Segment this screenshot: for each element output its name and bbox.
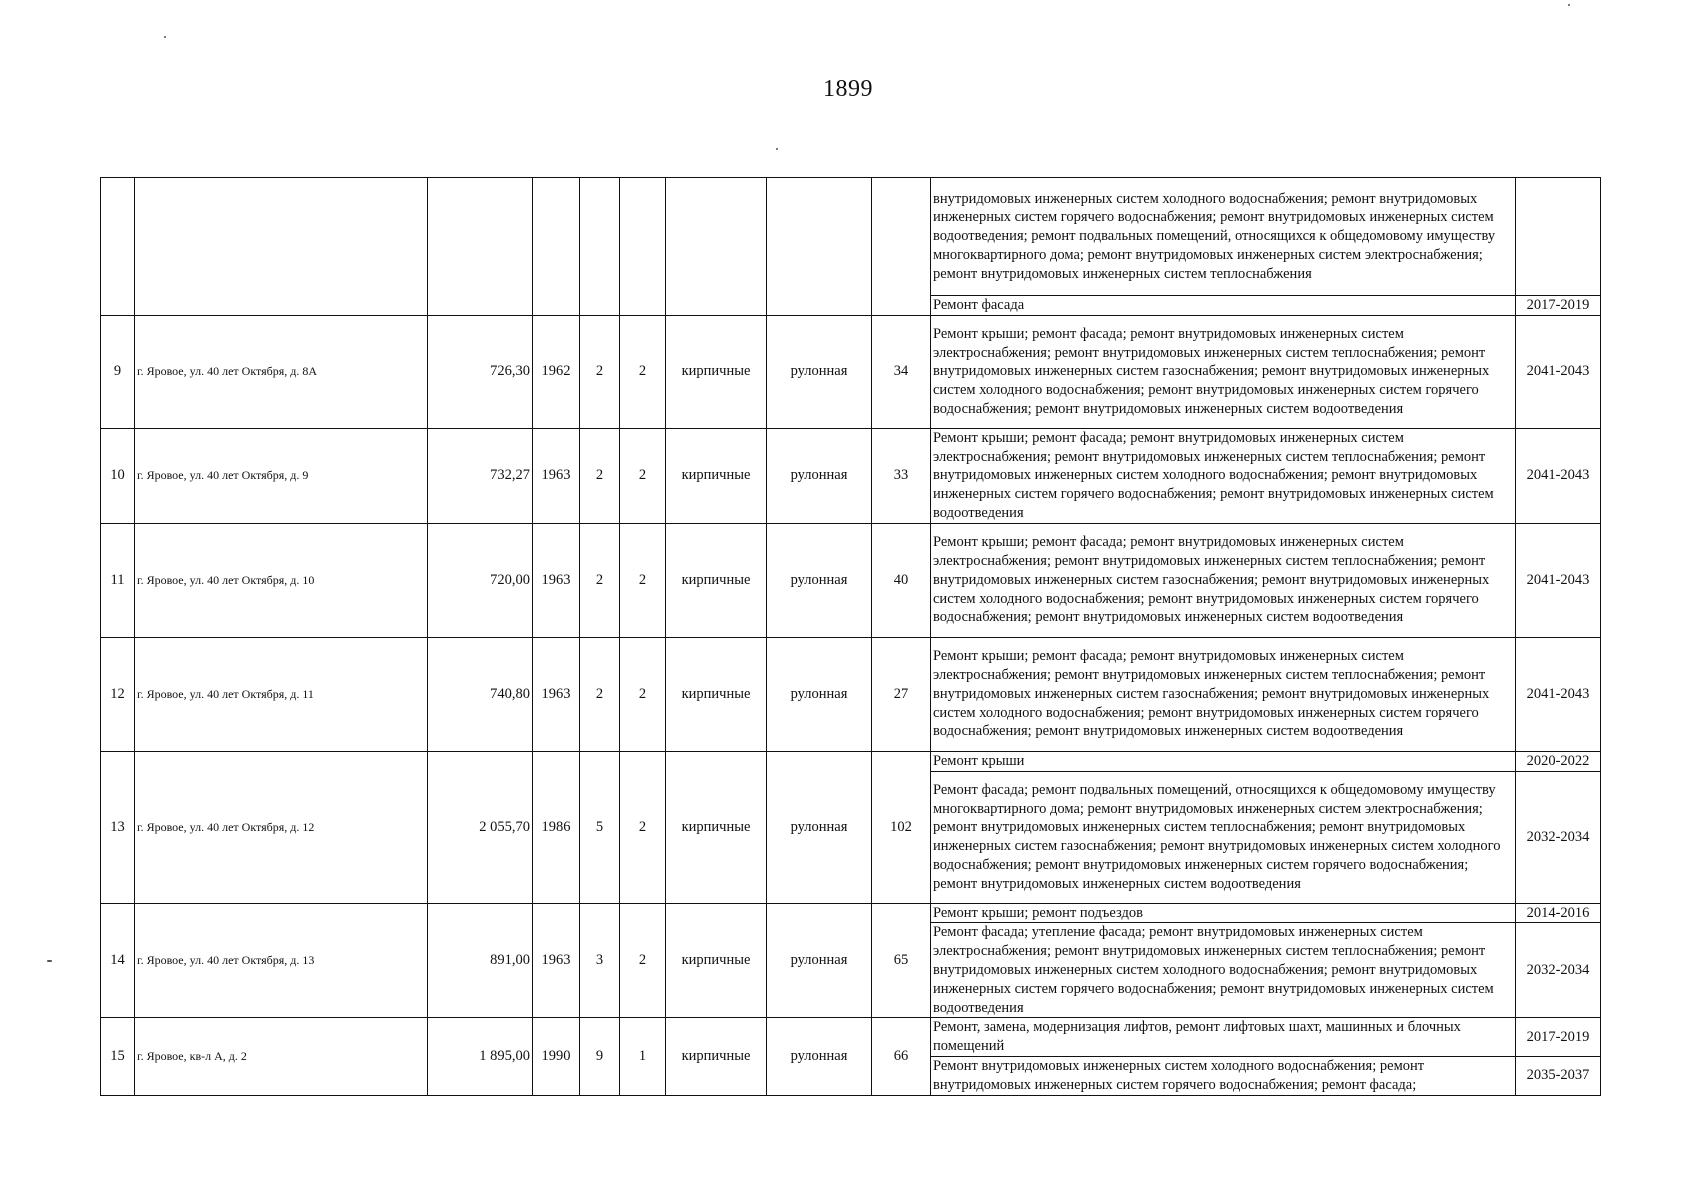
- walls-cell: кирпичные: [666, 751, 767, 903]
- residents-cell: 65: [872, 903, 931, 1018]
- period-cell: 2041-2043: [1516, 315, 1601, 428]
- residents-cell: 40: [872, 523, 931, 637]
- period-cell: 2041-2043: [1516, 637, 1601, 751]
- page-number: 1899: [823, 76, 873, 102]
- residents-cell: [872, 178, 931, 316]
- year-cell: 1963: [533, 637, 580, 751]
- works-cell: Ремонт крыши; ремонт фасада; ремонт внутридомовых инженерных систем электроснабжения; ремонт внутридомовых инженерных систем теплоснабжения; ремонт внутридомовых инженерных систем газоснабжения; ремонт внутридомовых инженерных систем холодного водоснабжения; ремонт внутридомовых инженерных систем горячего водоснабжения; ремонт внутридомовых инженерных систем водоотведения: [931, 523, 1516, 637]
- period-cell: 2017-2019: [1516, 296, 1601, 316]
- entrances-cell: 2: [620, 523, 666, 637]
- area-cell: 726,30: [428, 315, 533, 428]
- scan-speck: [164, 36, 166, 38]
- address-cell: г. Яровое, ул. 40 лет Октября, д. 12: [135, 751, 428, 903]
- address-cell: г. Яровое, кв-л А, д. 2: [135, 1018, 428, 1095]
- residents-cell: 27: [872, 637, 931, 751]
- residents-cell: 33: [872, 428, 931, 523]
- roof-cell: рулонная: [767, 523, 872, 637]
- entrances-cell: 2: [620, 751, 666, 903]
- address-cell: [135, 178, 428, 316]
- period-cell: 2014-2016: [1516, 903, 1601, 923]
- works-cell: Ремонт фасада: [931, 296, 1516, 316]
- walls-cell: кирпичные: [666, 315, 767, 428]
- table-row: [101, 637, 1601, 751]
- roof-cell: рулонная: [767, 428, 872, 523]
- floors-cell: 9: [580, 1018, 620, 1095]
- works-cell: Ремонт внутридомовых инженерных систем холодного водоснабжения; ремонт внутридомовых инженерных систем горячего водоснабжения; ремонт фасада;: [931, 1056, 1516, 1095]
- row-number-cell: 9: [101, 315, 135, 428]
- floors-cell: 2: [580, 315, 620, 428]
- residents-cell: 66: [872, 1018, 931, 1095]
- period-cell: 2035-2037: [1516, 1056, 1601, 1095]
- entrances-cell: [620, 178, 666, 316]
- walls-cell: кирпичные: [666, 903, 767, 1018]
- area-cell: 740,80: [428, 637, 533, 751]
- floors-cell: [580, 178, 620, 316]
- year-cell: 1962: [533, 315, 580, 428]
- address-cell: г. Яровое, ул. 40 лет Октября, д. 13: [135, 903, 428, 1018]
- roof-cell: рулонная: [767, 1018, 872, 1095]
- repair-program-table: [100, 177, 1601, 1096]
- entrances-cell: 2: [620, 428, 666, 523]
- year-cell: 1986: [533, 751, 580, 903]
- year-cell: 1963: [533, 523, 580, 637]
- period-cell: 2017-2019: [1516, 1018, 1601, 1057]
- floors-cell: 2: [580, 428, 620, 523]
- walls-cell: кирпичные: [666, 637, 767, 751]
- residents-cell: 102: [872, 751, 931, 903]
- period-cell: [1516, 178, 1601, 296]
- entrances-cell: 1: [620, 1018, 666, 1095]
- address-cell: г. Яровое, ул. 40 лет Октября, д. 8А: [135, 315, 428, 428]
- floors-cell: 2: [580, 523, 620, 637]
- walls-cell: кирпичные: [666, 523, 767, 637]
- table-row: [101, 178, 1601, 296]
- period-cell: 2032-2034: [1516, 771, 1601, 903]
- scan-speck: [1568, 4, 1570, 6]
- walls-cell: кирпичные: [666, 428, 767, 523]
- period-cell: 2041-2043: [1516, 523, 1601, 637]
- year-cell: [533, 178, 580, 316]
- area-cell: [428, 178, 533, 316]
- works-cell: Ремонт фасада; утепление фасада; ремонт внутридомовых инженерных систем электроснабжения; ремонт внутридомовых инженерных систем теплоснабжения; ремонт внутридомовых инженерных систем холодного водоснабжения; ремонт внутридомовых инженерных систем горячего водоснабжения; ремонт внутридомовых инженерных систем водоотведения: [931, 923, 1516, 1018]
- roof-cell: [767, 178, 872, 316]
- works-cell: Ремонт крыши; ремонт фасада; ремонт внутридомовых инженерных систем электроснабжения; ремонт внутридомовых инженерных систем теплоснабжения; ремонт внутридомовых инженерных систем газоснабжения; ремонт внутридомовых инженерных систем холодного водоснабжения; ремонт внутридомовых инженерных систем горячего водоснабжения; ремонт внутридомовых инженерных систем водоотведения: [931, 637, 1516, 751]
- year-cell: 1990: [533, 1018, 580, 1095]
- floors-cell: 5: [580, 751, 620, 903]
- floors-cell: 3: [580, 903, 620, 1018]
- address-cell: г. Яровое, ул. 40 лет Октября, д. 9: [135, 428, 428, 523]
- area-cell: 720,00: [428, 523, 533, 637]
- table-row: [101, 903, 1601, 923]
- works-cell: Ремонт фасада; ремонт подвальных помещений, относящихся к общедомовому имуществу многоквартирного дома; ремонт внутридомовых инженерных систем электроснабжения; ремонт внутридомовых инженерных систем теплоснабжения; ремонт внутридомовых инженерных систем газоснабжения; ремонт внутридомовых инженерных систем холодного водоснабжения; ремонт внутридомовых инженерных систем горячего водоснабжения; ремонт внутридомовых инженерных систем водоотведения: [931, 771, 1516, 903]
- floors-cell: 2: [580, 637, 620, 751]
- address-cell: г. Яровое, ул. 40 лет Октября, д. 11: [135, 637, 428, 751]
- table-body: [101, 178, 1601, 1096]
- table-row: [101, 428, 1601, 523]
- works-cell: Ремонт, замена, модернизация лифтов, ремонт лифтовых шахт, машинных и блочных помещений: [931, 1018, 1516, 1057]
- address-cell: г. Яровое, ул. 40 лет Октября, д. 10: [135, 523, 428, 637]
- area-cell: 891,00: [428, 903, 533, 1018]
- works-cell: внутридомовых инженерных систем холодного водоснабжения; ремонт внутридомовых инженерных систем горячего водоснабжения; ремонт внутридомовых инженерных систем водоотведения; ремонт подвальных помещений, относящихся к общедомовому имуществу многоквартирного дома; ремонт внутридомовых инженерных систем электроснабжения; ремонт внутридомовых инженерных систем теплоснабжения: [931, 178, 1516, 296]
- year-cell: 1963: [533, 903, 580, 1018]
- row-number-cell: 11: [101, 523, 135, 637]
- area-cell: 2 055,70: [428, 751, 533, 903]
- table-row: [101, 315, 1601, 428]
- works-cell: Ремонт крыши; ремонт фасада; ремонт внутридомовых инженерных систем электроснабжения; ремонт внутридомовых инженерных систем теплоснабжения; ремонт внутридомовых инженерных систем газоснабжения; ремонт внутридомовых инженерных систем холодного водоснабжения; ремонт внутридомовых инженерных систем горячего водоснабжения; ремонт внутридомовых инженерных систем водоотведения: [931, 315, 1516, 428]
- row-number-cell: 13: [101, 751, 135, 903]
- entrances-cell: 2: [620, 637, 666, 751]
- roof-cell: рулонная: [767, 315, 872, 428]
- row-number-cell: [101, 178, 135, 316]
- row-number-cell: 10: [101, 428, 135, 523]
- roof-cell: рулонная: [767, 637, 872, 751]
- row-number-cell: 12: [101, 637, 135, 751]
- walls-cell: кирпичные: [666, 1018, 767, 1095]
- roof-cell: рулонная: [767, 751, 872, 903]
- scan-speck: [47, 960, 52, 962]
- table-row: [101, 1018, 1601, 1057]
- table-row: [101, 751, 1601, 771]
- period-cell: 2041-2043: [1516, 428, 1601, 523]
- table-row: [101, 523, 1601, 637]
- residents-cell: 34: [872, 315, 931, 428]
- period-cell: 2020-2022: [1516, 751, 1601, 771]
- row-number-cell: 15: [101, 1018, 135, 1095]
- row-number-cell: 14: [101, 903, 135, 1018]
- roof-cell: рулонная: [767, 903, 872, 1018]
- scan-speck: [776, 148, 778, 150]
- works-cell: Ремонт крыши; ремонт фасада; ремонт внутридомовых инженерных систем электроснабжения; ремонт внутридомовых инженерных систем теплоснабжения; ремонт внутридомовых инженерных систем холодного водоснабжения; ремонт внутридомовых инженерных систем горячего водоснабжения; ремонт внутридомовых инженерных систем водоотведения: [931, 428, 1516, 523]
- year-cell: 1963: [533, 428, 580, 523]
- period-cell: 2032-2034: [1516, 923, 1601, 1018]
- works-cell: Ремонт крыши; ремонт подъездов: [931, 903, 1516, 923]
- area-cell: 732,27: [428, 428, 533, 523]
- walls-cell: [666, 178, 767, 316]
- entrances-cell: 2: [620, 903, 666, 1018]
- works-cell: Ремонт крыши: [931, 751, 1516, 771]
- area-cell: 1 895,00: [428, 1018, 533, 1095]
- entrances-cell: 2: [620, 315, 666, 428]
